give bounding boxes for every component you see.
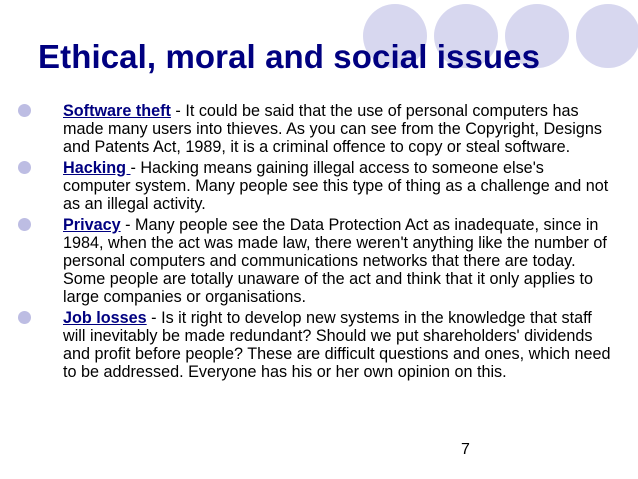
term-software-theft: Software theft (63, 102, 171, 120)
description-hacking: - Hacking means gaining illegal access to someone else's computer system. Many people see this type of thing as a challenge and not as an illegal activity. (63, 159, 609, 213)
description-software-theft: - It could be said that the use of personal computers has made many users into thieves. As you can see from the Copyright, Designs and Patents Act, 1989, it is a criminal offence to copy or steal software. (63, 102, 602, 156)
page-number: 7 (461, 441, 470, 458)
term-privacy: Privacy (63, 216, 121, 234)
list-item-privacy (14, 216, 614, 306)
term-job-losses: Job losses (63, 309, 147, 327)
term-hacking: Hacking (63, 159, 131, 177)
decor-circle-4 (576, 4, 638, 68)
bullet-list (14, 102, 614, 384)
bullet-icon (18, 311, 31, 324)
list-item-hacking (14, 159, 614, 213)
list-item-software-theft (14, 102, 614, 156)
bullet-icon (18, 218, 31, 231)
description-privacy: - Many people see the Data Protection Act as inadequate, since in 1984, when the act was made law, there weren't anything like the number of personal computers and communications networks that there are today. Some people are totally unaware of the act and think that it only applies to large companies or organisations. (63, 216, 607, 306)
bullet-icon (18, 161, 31, 174)
list-item-job-losses (14, 309, 614, 381)
description-job-losses: - Is it right to develop new systems in the knowledge that staff will inevitably be made redundant? Should we put shareholders' dividends and profit before people? These are difficult questions and ones, which need to be addressed. Everyone has his or her own opinion on this. (63, 309, 611, 381)
bullet-icon (18, 104, 31, 117)
slide-title: Ethical, moral and social issues (38, 38, 541, 75)
